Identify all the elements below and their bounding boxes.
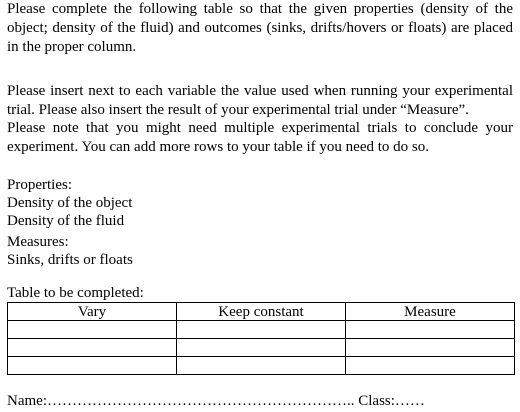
properties-section [7, 176, 513, 230]
table-cell[interactable] [8, 321, 177, 339]
table-row [8, 321, 515, 339]
table-cell[interactable] [346, 321, 515, 339]
table-cell[interactable] [177, 339, 346, 357]
table-cell[interactable] [177, 321, 346, 339]
property-item: Density of the fluid [7, 213, 125, 229]
properties-heading: Properties: [7, 177, 72, 193]
table-cell[interactable] [346, 339, 515, 357]
table-label: Table to be completed: [7, 285, 144, 301]
experiment-table [7, 302, 515, 375]
table-cell[interactable] [177, 357, 346, 375]
property-item: Density of the object [7, 195, 133, 211]
instruction-paragraph-3: Please note that you might need multiple experimental trials to conclude your experiment. You can add more rows to your table if you need to do so. [7, 120, 513, 155]
measures-heading: Measures: [7, 234, 69, 250]
table-cell[interactable] [346, 357, 515, 375]
table-row [8, 339, 515, 357]
column-header-vary: Vary [8, 303, 177, 321]
table-row [8, 357, 515, 375]
table-header-row [8, 303, 515, 321]
measure-item: Sinks, drifts or floats [7, 252, 133, 268]
instruction-paragraph-2: Please insert next to each variable the value used when running your experimental trial. Please also insert the result of your experimental trial under “Measure”. [7, 83, 513, 118]
measures-section [7, 233, 513, 269]
instruction-paragraph-1: Please complete the following table so that the given properties (density of the object; density of the fluid) and outcomes (sinks, drifts/hovers or floats) are placed in the proper column. [7, 1, 513, 55]
column-header-measure: Measure [346, 303, 515, 321]
name-class-line: Name:…………………………………………………….. Class:…… [7, 393, 425, 409]
table-cell[interactable] [8, 339, 177, 357]
column-header-keep-constant: Keep constant [177, 303, 346, 321]
table-cell[interactable] [8, 357, 177, 375]
